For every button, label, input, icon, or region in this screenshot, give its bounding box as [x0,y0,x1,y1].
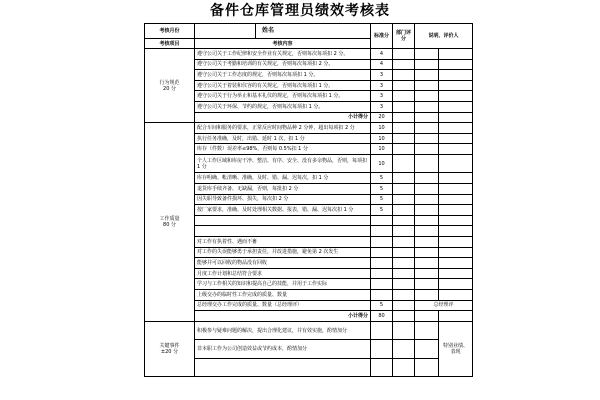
table-row: 库存（件数）误差率≤98%，否则每 0.5%扣 1 分 10 [145,144,473,155]
row-note: 总经理评 [415,300,473,311]
table-row: 对工作的失误能够勇于承担责任，并改进措施，避免第 2 次发生 [145,247,473,258]
month-label: 考核月份 [145,24,195,39]
subtotal-row: 小计得分 20 [145,112,473,123]
table-row: 能够并可以回收的物品没有回收 [145,258,473,269]
table-row: 退货库手续齐备、无缺漏，否则，每批扣 2 分 5 [145,184,473,195]
table-row: 遵守公司关于环保、节约的规定，否则每次每项扣 1 分。 3 [145,101,473,112]
dept-review-header: 部门评分 [393,24,415,49]
table-row: 遵守公司关于工作态度的规定，否则每次每项扣 1 分。 3 [145,70,473,81]
table-row: 工作质量 80 分 配合车间和服务的要求，正常反应时间物品种 2 分钟，超出每项扣 2 分 10 [145,123,473,134]
table-row: 遵守公司关于考勤和培训的有关规定，否则每次每项扣 2 分。 4 [145,59,473,70]
document-title: 备件仓库管理员绩效考核表 [210,3,390,19]
month-value [195,24,256,38]
section-behavior: 行为规范 20 分 [145,49,195,123]
note-header: 说明、评价人 [415,24,473,49]
name-label: 姓名 [262,27,275,34]
table-row: 对工作有执着性、遇而不畜 [145,237,473,248]
section-quality: 工作质量 80 分 [145,123,195,322]
name-value [296,24,370,38]
table-row [145,358,473,377]
table-row: 非本职工作为公司创造效益或节约成本，酌情加分 [145,340,473,359]
table-row: 遵守公司关于行为举止和基本礼仪的规定，否则每次每项扣 1 分。 3 [145,91,473,102]
table-row: 遵守公司关于着装和仪容的有关规定，否则每次每项扣 1 分。 3 [145,80,473,91]
section-note: 特别业绩、表现 [439,321,473,377]
evaluation-table [144,23,473,377]
content-header: 考核内容 [195,39,371,49]
table-row: 总经理交办工作完成的质量、数量（总经理评） 5 总经理评 [145,300,473,311]
table-row [145,226,473,237]
table-row: 按厂家要求，准确、及时处理相关数据、报表，错、漏、迟每次扣 1 分 5 [145,205,473,216]
table-row: 因失职导致备件损坏、损失，每次扣 2 分 5 [145,194,473,205]
table-row: 月度工作计划和总结符合要求 [145,268,473,279]
table-row: 执行任务准确，及时，出错、延时 1 次，扣 1 分 10 [145,133,473,144]
item-header: 考核项目 [145,39,195,49]
table-row [145,215,473,226]
table-row: 行为规范 20 分 遵守公司关于工作纪律和安全作业有关规定，否则每次每项扣 2 分。 4 [145,49,473,60]
section-key-events: 关键事件 ±20 分 [145,321,195,377]
header-row-1 [145,24,473,39]
table-row: 学习与工作相关的知识和提高自己的技能，并用于工作实际 [145,279,473,290]
table-row: 上级交办的临时性工作完成的质量、数量 [145,289,473,300]
table-row: 个人工作区域和库房干净、整洁、有序、安全、没有多余物品，否则，每项扣 1 分 10 [145,154,473,173]
standard-score-header: 标准分 [371,24,393,49]
table-row: 关键事件 ±20 分 积极参与疑难问题的解决，提出合理化建议，并有效实施，酌情加分 特别业绩、表现 [145,321,473,340]
subtotal-row: 小计得分 80 [145,311,473,322]
table-row: 库存明确、帐清晰、准确、及时、错、漏、迟每次，扣 1 分 5 [145,173,473,184]
